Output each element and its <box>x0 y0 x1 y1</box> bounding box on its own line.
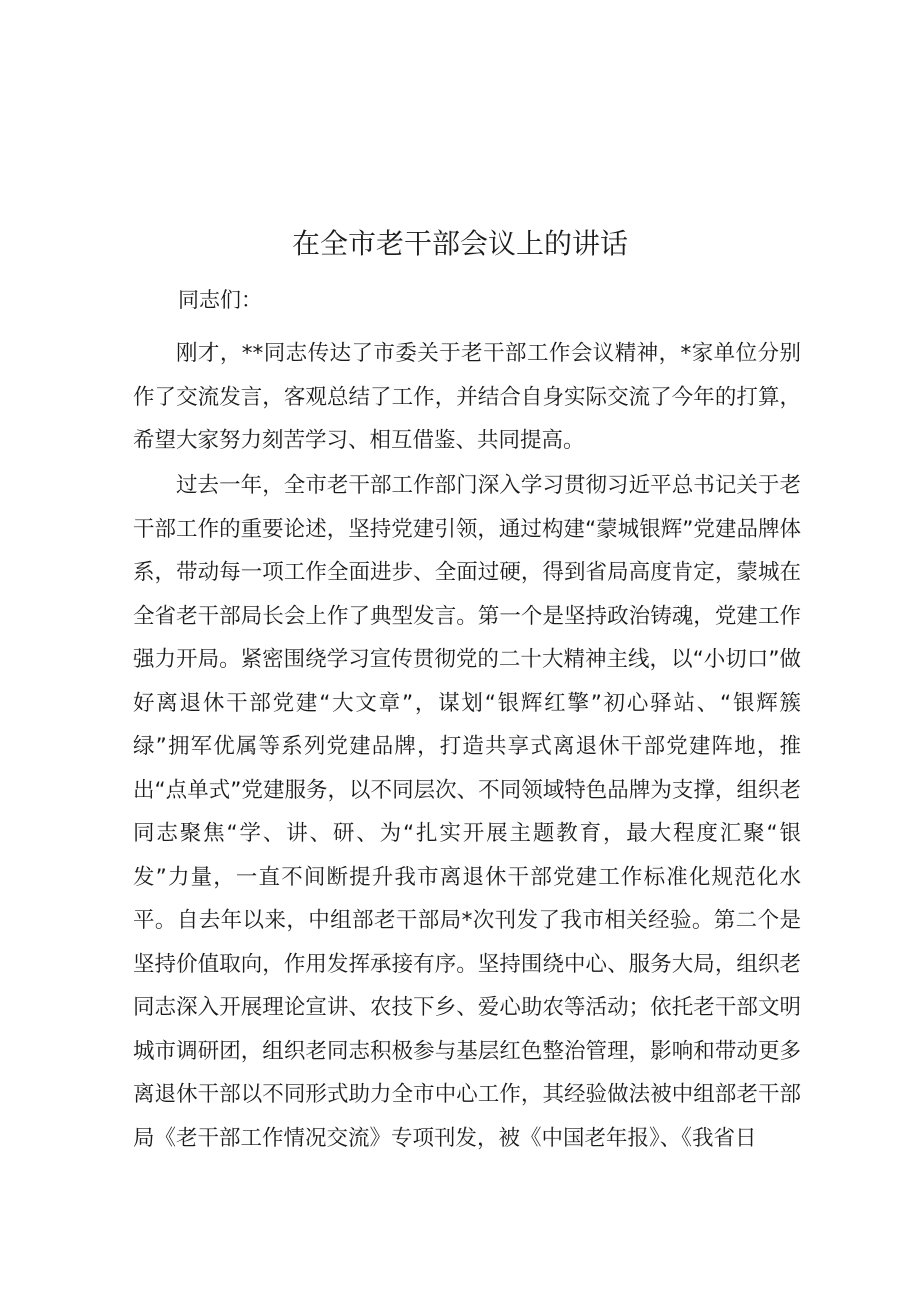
document-title: 在全市老干部会议上的讲话 <box>291 227 628 260</box>
paragraph-review: 过去一年，全市老干部工作部门深入学习贯彻习近平总书记关于老干部工作的重要论述，坚持党建引领，通过构建“蒙城银辉”党建品牌体系，带动每一项工作全面进步、全面过硬，得到省局高度肯定，蒙城在全省老干部局长会上作了典型发言。第一个是坚持政治铸魂，党建工作强力开局。紧密围绕学习宣传贯彻党的二十大精神主线，以“小切口”做好离退休干部党建“大文章”，谋划“银辉红擎”初心驿站、“银辉簇绿”拥军优属等系列党建品牌，打造共享式离退休干部党建阵地，推出“点单式”党建服务，以不同层次、不同领域特色品牌为支撑，组织老同志聚焦“学、讲、研、为“扎实开展主题教育，最大程度汇聚“银发”力量，一直不间断提升我市离退休干部党建工作标准化规范化水平。自去年以来，中组部老干部局*次刊发了我市相关经验。第二个是坚持价值取向，作用发挥承接有序。坚持围绕中心、服务大局，组织老同志深入开展理论宣讲、农技下乡、爱心助农等活动；依托老干部文明城市调研团，组织老同志积极参与基层红色整治管理，影响和带动更多离退休干部以不同形式助力全市中心工作，其经验做法被中组部老干部局《老干部工作情况交流》专项刊发，被《中国老年报》、《我省日 <box>133 473 801 1151</box>
salutation: 同志们： <box>178 288 262 312</box>
paragraph-opening: 刚才，**同志传达了市委关于老干部工作会议精神，*家单位分别作了交流发言，客观总结了工作，并结合自身实际交流了今年的打算，希望大家努力刻苦学习、相互借鉴、共同提高。 <box>133 341 801 453</box>
